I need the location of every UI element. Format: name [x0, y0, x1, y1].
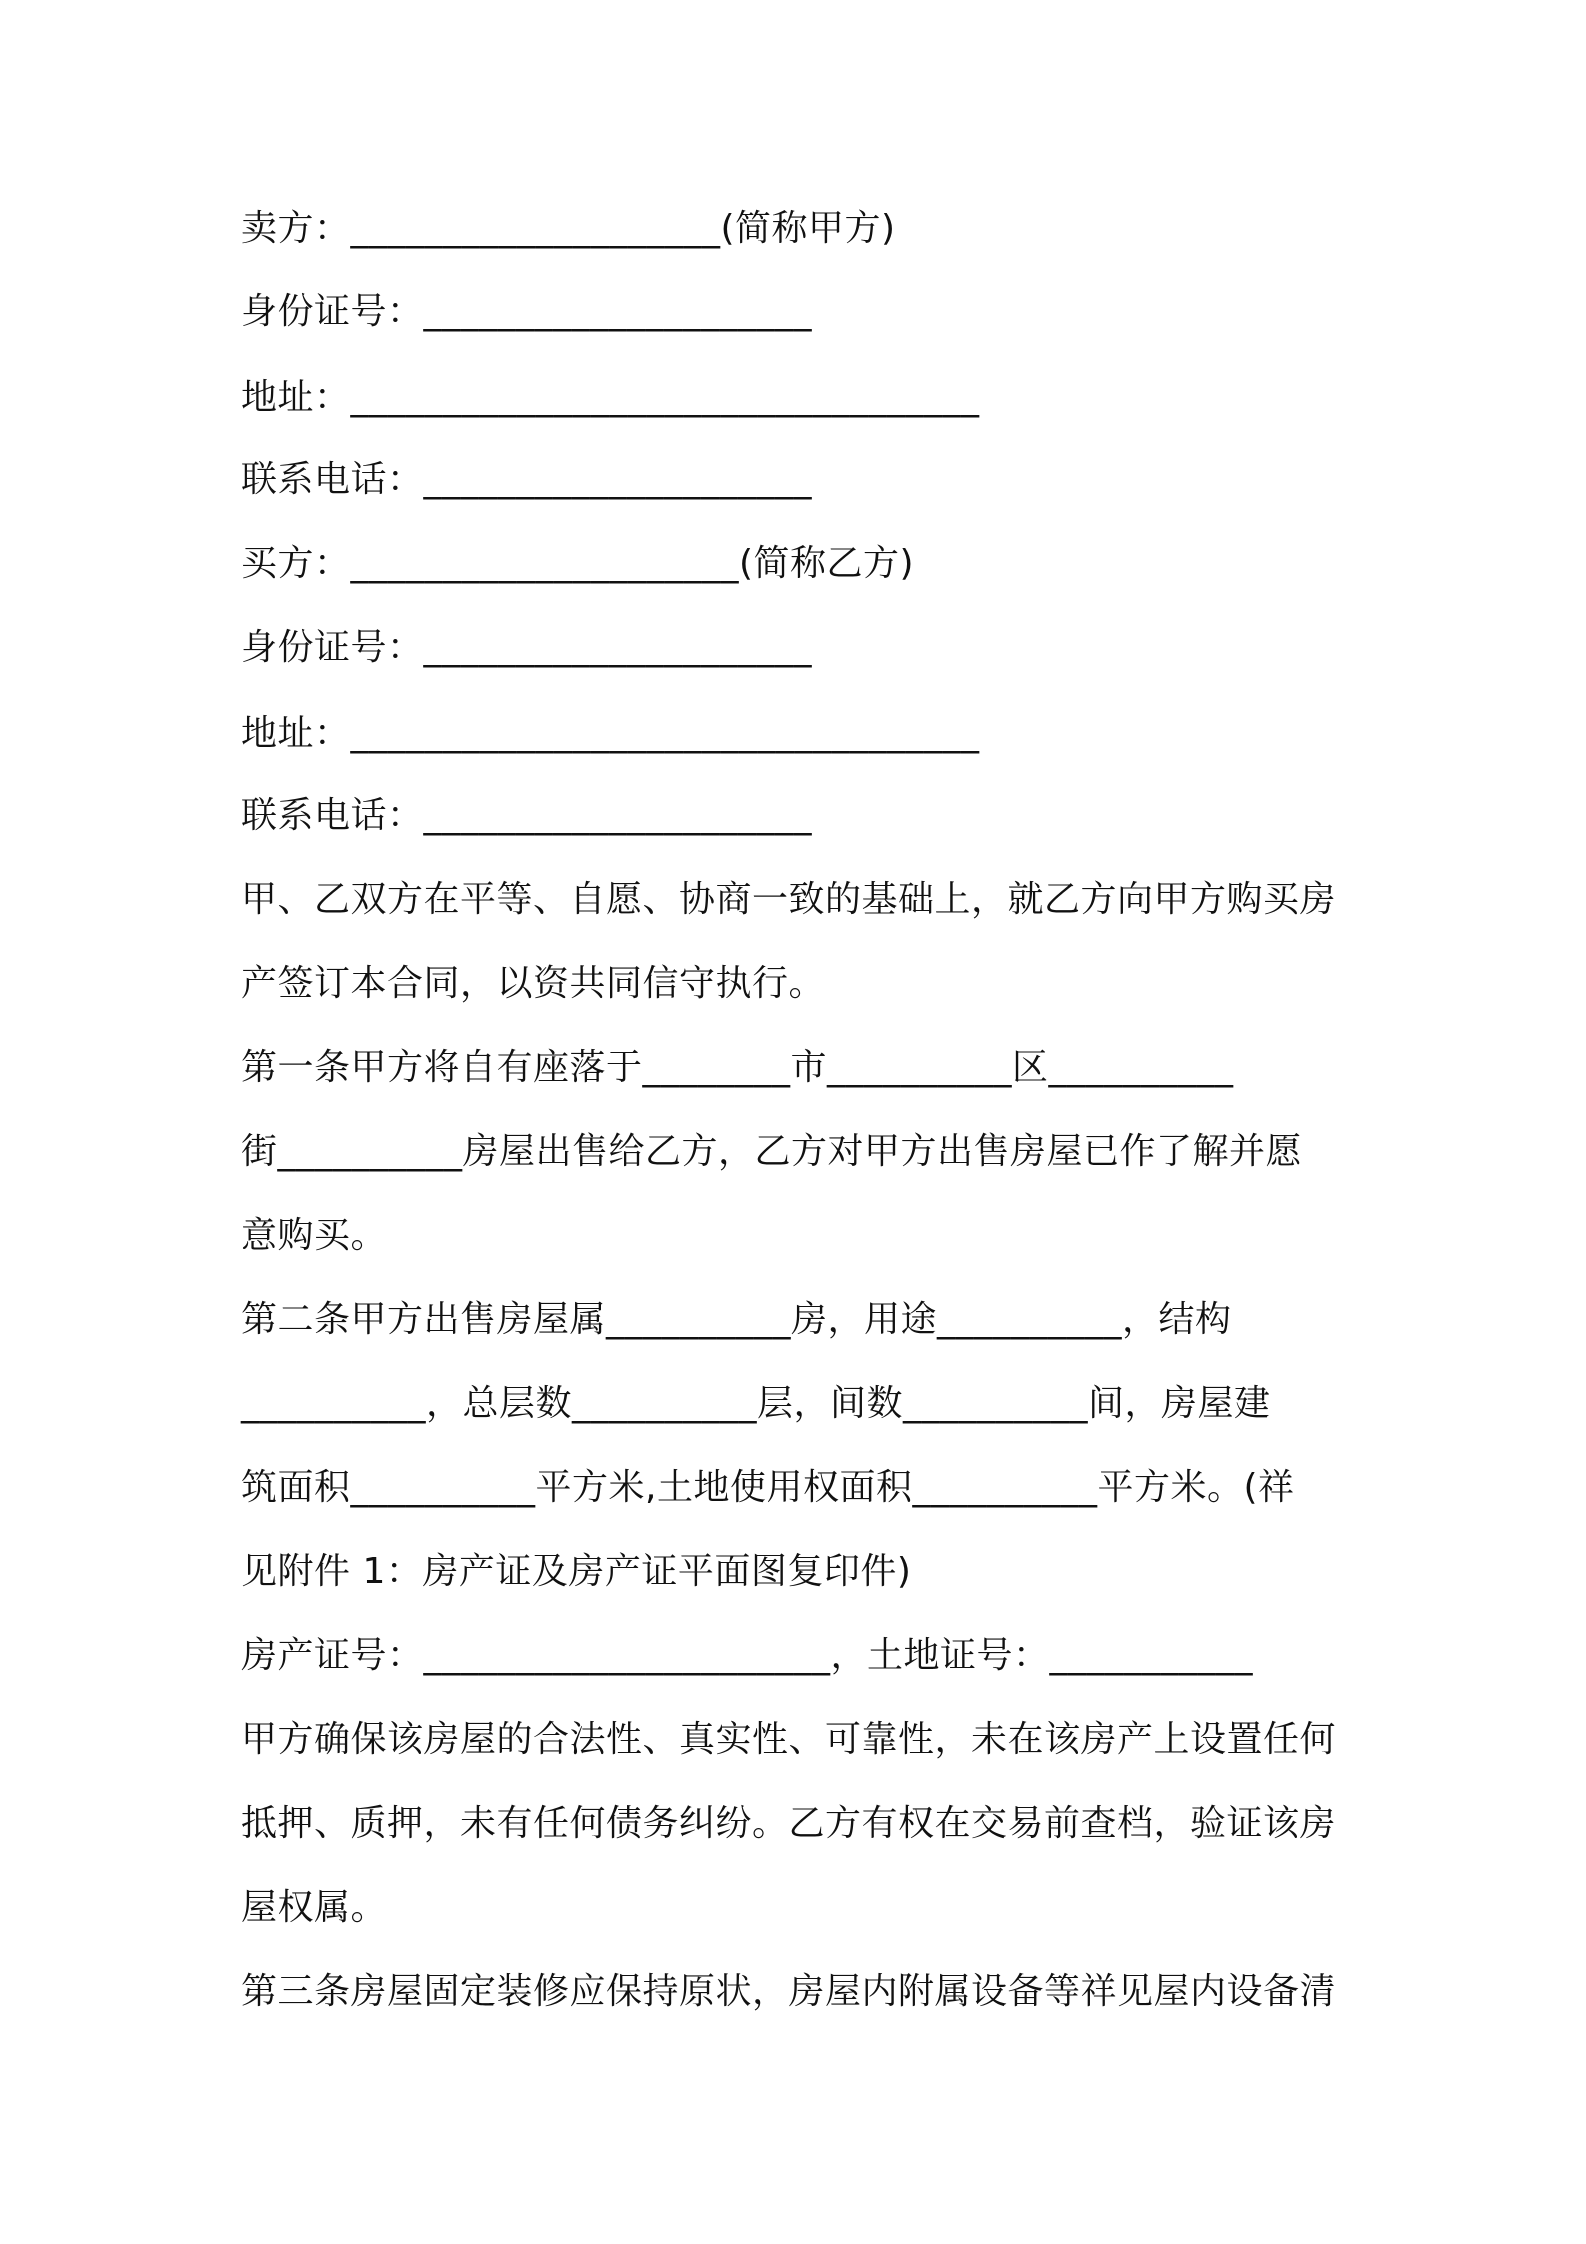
- buyer-line: 买方：_____________________(简称乙方): [241, 543, 915, 584]
- guarantee-line-3: 屋权属。: [241, 1887, 388, 1928]
- seller-id-line: 身份证号：_____________________: [241, 291, 813, 332]
- preamble-line-1: 甲、乙双方在平等、自愿、协商一致的基础上，就乙方向甲方购买房: [241, 879, 1337, 920]
- seller-phone-line: 联系电话：_____________________: [241, 459, 813, 500]
- certificate-numbers-line: 房产证号：______________________，土地证号：___________: [241, 1635, 1254, 1676]
- article-2-line-4: 见附件 1：房产证及房产证平面图复印件): [241, 1551, 912, 1592]
- preamble-line-2: 产签订本合同，以资共同信守执行。: [241, 963, 826, 1004]
- buyer-address-line: 地址：__________________________________: [241, 713, 980, 754]
- article-2-line-3: 筑面积__________平方米,土地使用权面积__________平方米。(祥: [241, 1467, 1295, 1508]
- article-1-line-2: 街__________房屋出售给乙方，乙方对甲方出售房屋已作了解并愿: [241, 1131, 1303, 1172]
- article-2-line-2: __________，总层数__________层，间数__________间，房屋建: [241, 1383, 1271, 1424]
- article-3-line-1: 第三条房屋固定装修应保持原状，房屋内附属设备等祥见屋内设备清: [241, 1971, 1337, 2012]
- guarantee-line-2: 抵押、质押，未有任何债务纠纷。乙方有权在交易前查档，验证该房: [241, 1803, 1337, 1844]
- seller-address-line: 地址：__________________________________: [241, 377, 980, 418]
- buyer-phone-line: 联系电话：_____________________: [241, 795, 813, 836]
- buyer-id-line: 身份证号：_____________________: [241, 627, 813, 668]
- guarantee-line-1: 甲方确保该房屋的合法性、真实性、可靠性，未在该房产上设置任何: [241, 1719, 1337, 1760]
- article-2-line-1: 第二条甲方出售房屋属__________房，用途__________，结构: [241, 1299, 1232, 1340]
- seller-line: 卖方：____________________(简称甲方): [241, 208, 896, 249]
- article-1-line-1: 第一条甲方将自有座落于________市__________区__________: [241, 1047, 1234, 1088]
- article-1-line-3: 意购买。: [241, 1215, 388, 1256]
